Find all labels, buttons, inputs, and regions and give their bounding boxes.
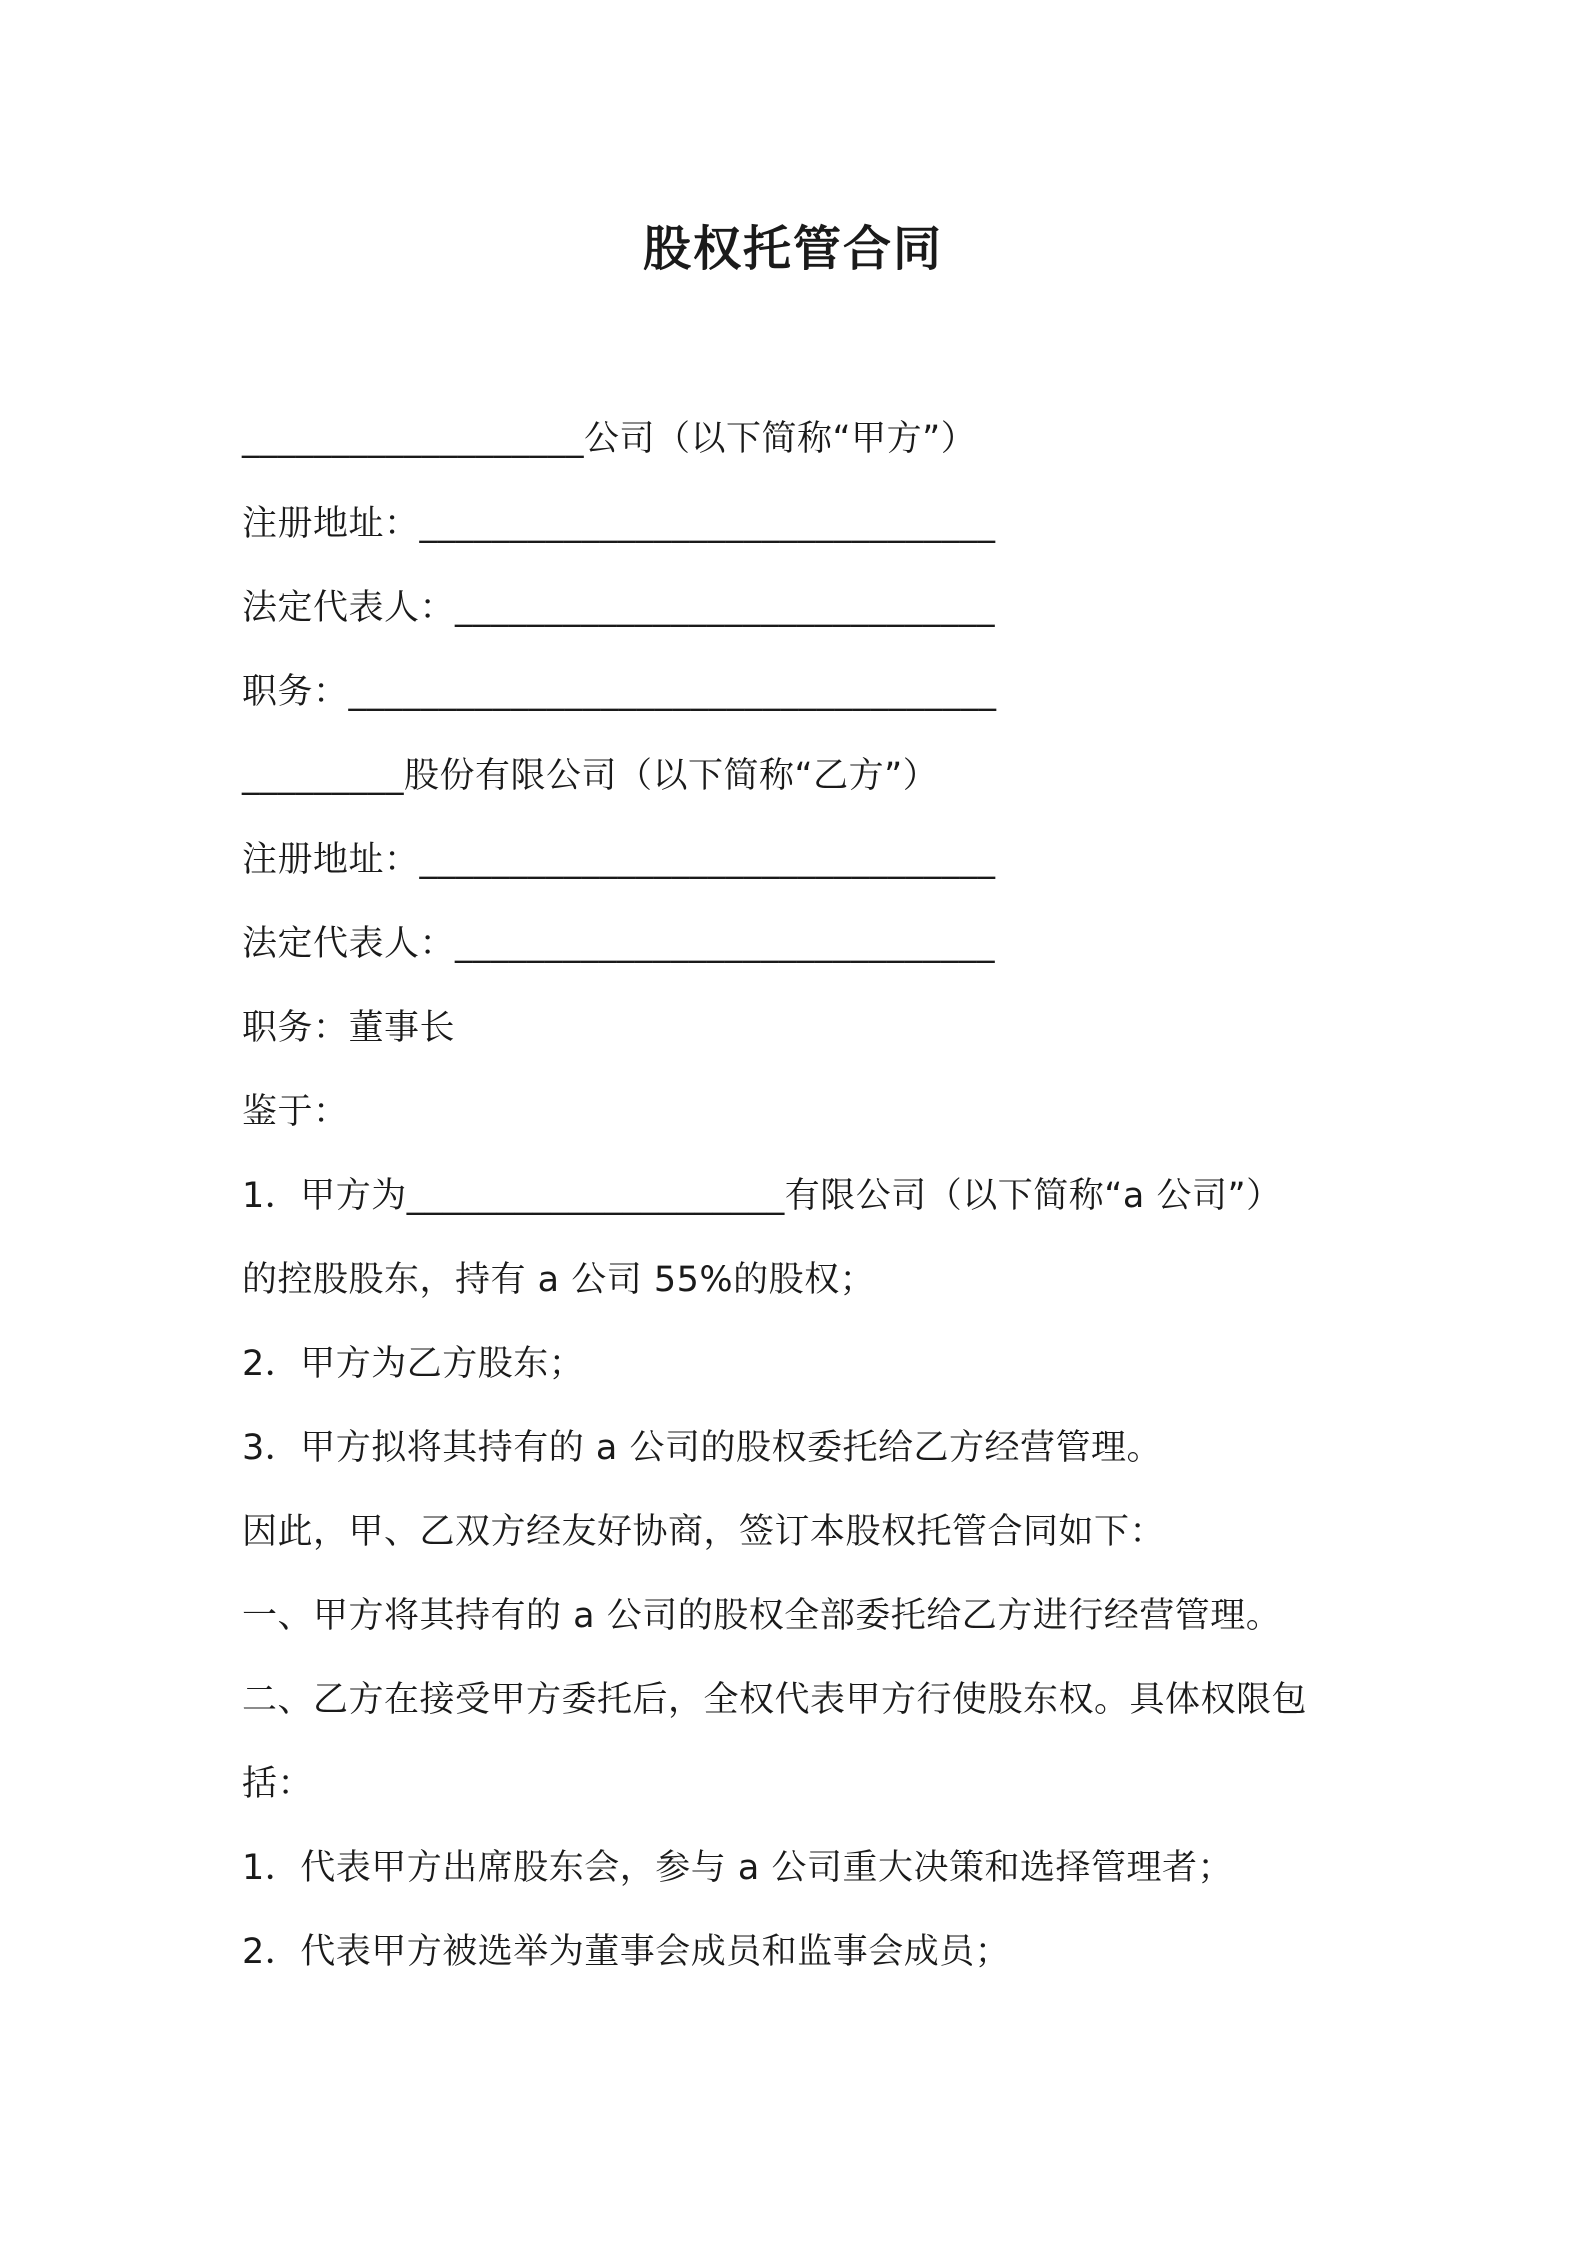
party-a-heading: ___________________公司（以下简称“甲方”） [242,419,977,459]
whereas-item: 的控股股东，持有 a 公司 55%的股权； [242,1260,876,1300]
clause-2-continued: 括： [242,1764,314,1804]
party-a-position: 职务：____________________________________ [242,672,997,712]
intro-paragraph: 因此，甲、乙双方经友好协商，签订本股权托管合同如下： [242,1512,1166,1552]
party-b-address: 注册地址：________________________________ [242,840,996,880]
party-a-legal-rep: 法定代表人：______________________________ [242,588,996,628]
whereas-item: 2．甲方为乙方股东； [242,1344,585,1384]
power-item: 1．代表甲方出席股东会，参与 a 公司重大决策和选择管理者； [242,1848,1233,1888]
party-b-heading: _________股份有限公司（以下简称“乙方”） [242,756,939,796]
party-a-address: 注册地址：________________________________ [242,504,996,544]
document-title: 股权托管合同 [642,221,943,277]
whereas-heading: 鉴于： [242,1092,349,1132]
whereas-item: 3．甲方拟将其持有的 a 公司的股权委托给乙方经营管理。 [242,1428,1162,1468]
power-item: 2．代表甲方被选举为董事会成员和监事会成员； [242,1932,1011,1972]
clause-1: 一、甲方将其持有的 a 公司的股权全部委托给乙方进行经营管理。 [242,1596,1282,1636]
party-b-legal-rep: 法定代表人：______________________________ [242,924,996,964]
whereas-item: 1．甲方为_____________________有限公司（以下简称“a 公司”） [242,1176,1282,1216]
clause-2: 二、乙方在接受甲方委托后，全权代表甲方行使股东权。具体权限包 [242,1680,1308,1720]
party-b-position: 职务：董事长 [242,1008,456,1048]
